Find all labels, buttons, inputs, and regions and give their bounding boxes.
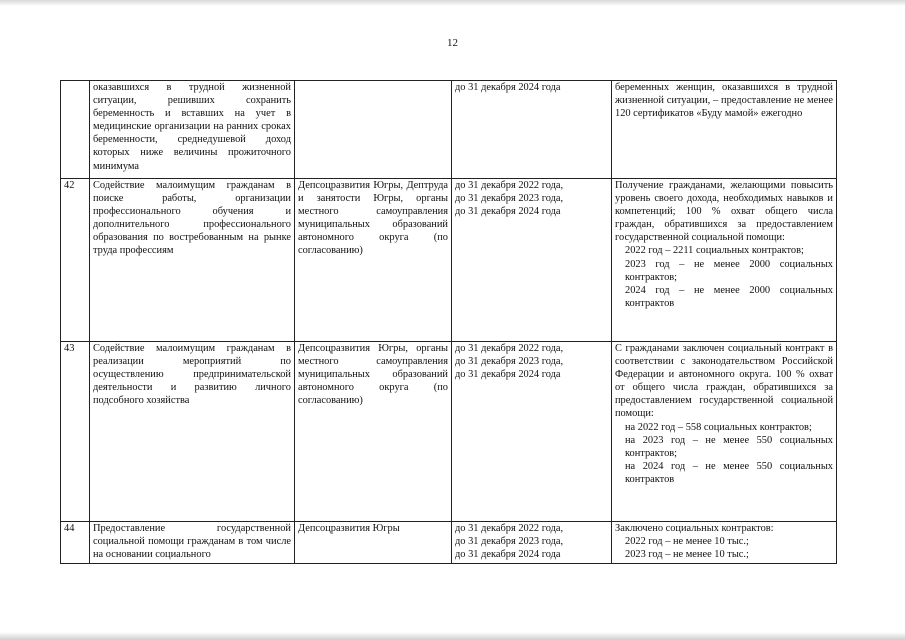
deadline-line: до 31 декабря 2024 года <box>455 206 561 218</box>
table-row <box>61 522 837 564</box>
result-text: С гражданами заключен социальный контракт в соответствии с законодательством Российской Федерации и автономного округа. 100 % охват от общего числа граждан, обратившихся за предоставлением государственной социальной помощи: <box>615 343 833 420</box>
deadline-line: до 31 декабря 2022 года, <box>455 343 564 354</box>
result-cell <box>612 342 837 522</box>
deadline-line: до 31 декабря 2022 года, <box>455 523 564 534</box>
row-number: 44 <box>61 522 90 564</box>
result-cell <box>612 179 837 342</box>
row-number: 43 <box>61 342 90 522</box>
scan-edge-bottom <box>0 632 905 640</box>
row-number: 42 <box>61 179 90 342</box>
result-cell <box>612 81 837 179</box>
table-row <box>61 81 837 179</box>
deadline-line: до 31 декабря 2023 года, <box>455 536 564 548</box>
measure-cell <box>90 81 295 179</box>
result-item: 2023 год – не менее 10 тыс.; <box>625 549 749 561</box>
deadline-line: до 31 декабря 2023 года, <box>455 193 564 205</box>
row-number <box>61 81 90 179</box>
executor-cell: Депсоцразвития Югры, органы местного самоуправления муниципальных образований автономного округа (по согласованию) <box>295 342 452 522</box>
measure-text: Предоставление государственной социальной помощи гражданам в том числе на основании социального <box>93 523 291 561</box>
result-text: беременных женщин, оказавшихся в трудной жизненной ситуации, – предоставление не менее 120 сертификатов «Буду мамой» ежегодно <box>615 82 833 120</box>
result-item: 2024 год – не менее 2000 социальных контрактов <box>625 284 833 309</box>
deadline-cell <box>452 81 612 179</box>
executor-cell <box>295 81 452 179</box>
executor-cell: Депсоцразвития Югры, Дептруда и занятости Югры, органы местного самоуправления муниципальных образований автономного округа (по согласованию) <box>295 179 452 342</box>
measure-cell <box>90 522 295 564</box>
deadline-cell <box>452 342 612 522</box>
measure-cell <box>90 342 295 522</box>
result-item: 2022 год – не менее 10 тыс.; <box>625 536 749 548</box>
measure-text: Содействие малоимущим гражданам в поиске работы, организации профессионального обучения и дополнительного профессионального образования по востребованным на рынке труда профессиям <box>93 180 291 257</box>
deadline-line: до 31 декабря 2024 года <box>455 82 561 93</box>
deadline-cell <box>452 179 612 342</box>
deadline-line: до 31 декабря 2022 года, <box>455 180 564 191</box>
measure-text: оказавшихся в трудной жизненной ситуации, решивших сохранить беременность и вставших на учет в медицинские организации на ранних сроках беременности, среднедушевой доход которых ниже величины прожиточного минимума <box>93 82 291 172</box>
scan-edge-top <box>0 0 905 6</box>
result-item: на 2022 год – 558 социальных контрактов; <box>625 421 812 433</box>
result-text: Получение гражданами, желающими повысить уровень своего дохода, необходимых навыков и компетенций; 100 % охват общего числа граждан, обратившихся за предоставлением государственной социальной помощи: <box>615 180 833 244</box>
table-row <box>61 342 837 522</box>
result-text: Заключено социальных контрактов: <box>615 523 774 534</box>
deadline-cell <box>452 522 612 564</box>
deadline-line: до 31 декабря 2024 года <box>455 369 561 381</box>
result-item: 2022 год – 2211 социальных контрактов; <box>625 245 804 257</box>
deadline-line: до 31 декабря 2024 года <box>455 549 561 561</box>
executor-cell: Депсоцразвития Югры <box>295 522 452 564</box>
table-row <box>61 179 837 342</box>
measures-table <box>60 80 837 564</box>
result-item: 2023 год – не менее 2000 социальных контрактов; <box>625 258 833 283</box>
result-cell <box>612 522 837 564</box>
result-item: на 2024 год – не менее 550 социальных контрактов <box>625 460 833 485</box>
result-item: на 2023 год – не менее 550 социальных контрактов; <box>625 434 833 459</box>
measure-text: Содействие малоимущим гражданам в реализации мероприятий по осуществлению предпринимательской деятельности и развитию личного подсобного хозяйства <box>93 343 291 407</box>
measure-cell <box>90 179 295 342</box>
page-number: 12 <box>447 37 458 49</box>
deadline-line: до 31 декабря 2023 года, <box>455 356 564 368</box>
